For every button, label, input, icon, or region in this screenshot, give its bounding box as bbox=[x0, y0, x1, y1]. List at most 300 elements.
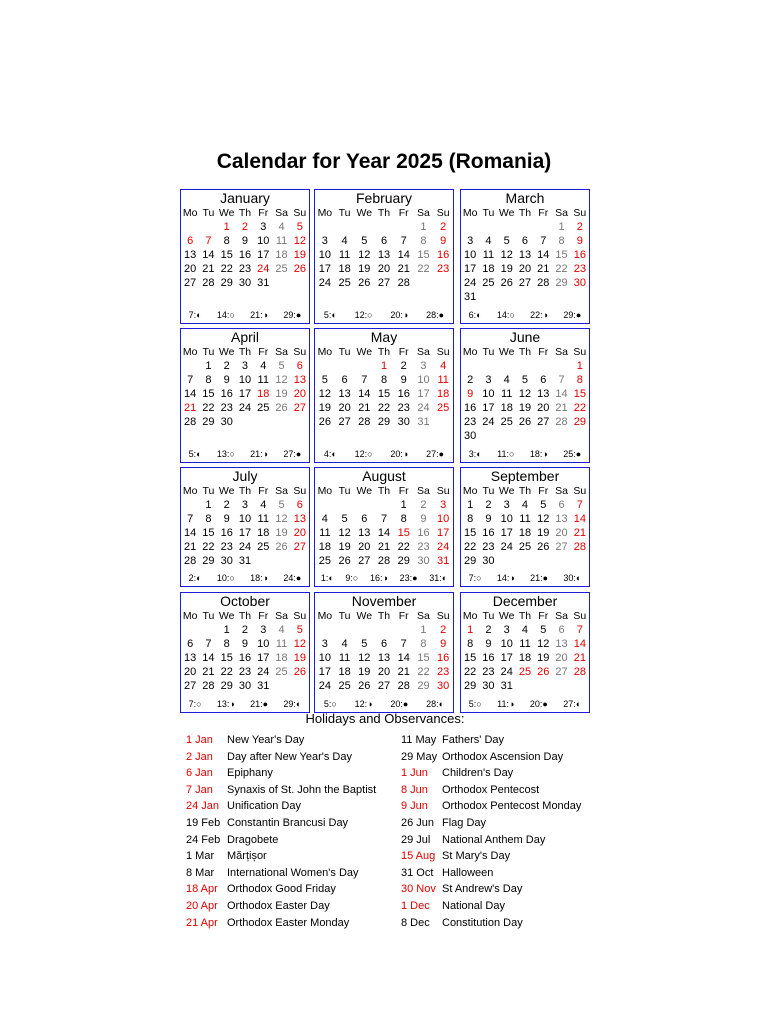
moon-day: 10: bbox=[216, 573, 230, 583]
weekday-label: Mo bbox=[317, 207, 333, 219]
day-cell: 28 bbox=[537, 277, 550, 289]
holiday-name: St Mary's Day bbox=[442, 850, 511, 863]
day-cell: 22 bbox=[202, 402, 215, 414]
day-cell: 8 bbox=[558, 235, 565, 247]
day-cell: 20 bbox=[358, 541, 371, 553]
day-cell: 14 bbox=[397, 249, 410, 261]
day-cell: 15 bbox=[377, 388, 391, 400]
day-cell: 12 bbox=[293, 235, 306, 247]
empty-cell bbox=[534, 359, 552, 373]
weekday-label: Th bbox=[238, 610, 252, 622]
moon-phases bbox=[461, 699, 589, 709]
holiday-date: 1 Mar bbox=[186, 850, 215, 863]
day-cell: 30 bbox=[482, 555, 495, 567]
day-cell: 28 bbox=[202, 277, 215, 289]
month-name: October bbox=[220, 593, 270, 609]
moon-phase bbox=[189, 573, 202, 583]
day-cell: 4 bbox=[341, 638, 348, 650]
week-row bbox=[461, 526, 589, 540]
day-cell: 10 bbox=[437, 513, 450, 525]
week-row bbox=[315, 651, 453, 665]
weeks bbox=[461, 498, 589, 584]
day-cell: 18 bbox=[338, 263, 351, 275]
weekday-label: Th bbox=[377, 485, 391, 497]
weekday-label: Fr bbox=[258, 207, 269, 219]
day-cell: 25 bbox=[318, 555, 331, 567]
day-cell: 30 bbox=[238, 277, 252, 289]
last-quarter-moon-icon: ◑ bbox=[402, 310, 409, 320]
holiday-date: 1 Dec bbox=[401, 899, 430, 912]
moon-day: 18: bbox=[250, 573, 263, 583]
day-cell: 24 bbox=[437, 541, 450, 553]
day-cell: 12 bbox=[518, 388, 532, 400]
moon-phase bbox=[217, 310, 235, 320]
full-moon-icon: ○ bbox=[229, 449, 235, 459]
empty-cell bbox=[534, 290, 552, 304]
day-cell: 10 bbox=[238, 374, 252, 386]
day-cell: 5 bbox=[278, 499, 285, 511]
week-row bbox=[181, 665, 309, 679]
week-row bbox=[461, 415, 589, 429]
day-cell: 1 bbox=[558, 221, 565, 233]
day-cell: 19 bbox=[293, 249, 306, 261]
moon-phases bbox=[315, 449, 453, 459]
day-cell: 7 bbox=[400, 235, 407, 247]
day-cell: 16 bbox=[238, 652, 252, 664]
day-cell: 18 bbox=[257, 388, 270, 400]
first-quarter-moon-icon: ◐ bbox=[295, 699, 302, 709]
day-cell: 6 bbox=[540, 374, 547, 386]
moon-phase bbox=[250, 573, 268, 583]
day-cell: 4 bbox=[440, 360, 447, 372]
week-row bbox=[181, 415, 309, 429]
weekday-label: Th bbox=[377, 346, 391, 358]
moon-day: 14: bbox=[216, 310, 230, 320]
week-row bbox=[315, 262, 453, 276]
weekday-label: Fr bbox=[398, 207, 409, 219]
day-cell: 3 bbox=[241, 499, 249, 511]
weekday-label: Sa bbox=[275, 207, 288, 219]
weekday-label: We bbox=[218, 207, 235, 219]
day-cell: 5 bbox=[278, 360, 285, 372]
new-moon-icon: ● bbox=[438, 449, 445, 459]
moon-day: 14: bbox=[496, 310, 510, 320]
weekday-label: We bbox=[498, 346, 515, 358]
holiday-date: 9 Jun bbox=[401, 800, 428, 813]
moon-day: 1: bbox=[320, 573, 329, 583]
moon-phases bbox=[315, 573, 453, 583]
weekday-label: Su bbox=[293, 485, 307, 497]
holiday-date: 1 Jun bbox=[401, 767, 428, 780]
week-row bbox=[315, 540, 453, 554]
day-cell: 10 bbox=[238, 513, 252, 525]
holiday-name: Constitution Day bbox=[442, 916, 523, 929]
day-cell: 14 bbox=[202, 652, 215, 664]
first-quarter-moon-icon: ◐ bbox=[328, 573, 334, 583]
week-row bbox=[315, 679, 453, 693]
day-cell: 22 bbox=[464, 666, 477, 678]
day-cell: 23 bbox=[238, 263, 252, 275]
moon-phase bbox=[217, 699, 235, 709]
moon-day: 13: bbox=[216, 699, 230, 709]
weekday-label: Sa bbox=[275, 485, 288, 497]
weeks bbox=[181, 498, 309, 584]
day-cell: 2 bbox=[241, 624, 249, 636]
weekday-label: Sa bbox=[275, 610, 288, 622]
empty-cell bbox=[479, 429, 497, 443]
day-cell: 13 bbox=[293, 513, 306, 525]
empty-cell bbox=[498, 359, 516, 373]
day-cell: 19 bbox=[537, 652, 550, 664]
weekday-label: Su bbox=[436, 207, 450, 219]
last-quarter-moon-icon: ◑ bbox=[229, 699, 235, 709]
holiday-name: Orthodox Pentecost Monday bbox=[442, 800, 582, 813]
holidays-list-right bbox=[401, 732, 581, 931]
week-row bbox=[315, 665, 453, 679]
empty-cell bbox=[516, 220, 534, 234]
day-cell: 21 bbox=[573, 527, 586, 539]
day-cell: 15 bbox=[464, 652, 477, 664]
moon-phase bbox=[390, 310, 408, 320]
first-quarter-moon-icon: ◐ bbox=[476, 449, 482, 459]
new-moon-icon: ● bbox=[262, 699, 269, 709]
weekday-label: Sa bbox=[555, 610, 568, 622]
day-cell: 13 bbox=[377, 249, 391, 261]
weekday-label: We bbox=[498, 207, 515, 219]
empty-cell bbox=[498, 554, 516, 568]
empty-cell bbox=[181, 220, 199, 234]
day-cell: 23 bbox=[464, 416, 477, 428]
empty-cell bbox=[181, 623, 199, 637]
new-moon-icon: ● bbox=[412, 573, 418, 583]
holiday-name: New Year's Day bbox=[227, 734, 305, 746]
moon-phase bbox=[497, 699, 514, 709]
weeks bbox=[181, 623, 309, 709]
day-cell: 10 bbox=[318, 652, 331, 664]
day-cell: 11 bbox=[338, 652, 351, 664]
day-cell: 16 bbox=[437, 249, 450, 261]
first-quarter-moon-icon: ◐ bbox=[441, 573, 448, 583]
moon-day: 11: bbox=[497, 699, 509, 709]
day-cell: 29 bbox=[397, 555, 410, 567]
month-may bbox=[314, 328, 454, 463]
holiday-item bbox=[186, 881, 376, 898]
holiday-date: 21 Apr bbox=[186, 916, 218, 929]
day-cell: 14 bbox=[377, 527, 391, 539]
day-cell: 12 bbox=[338, 527, 351, 539]
week-row bbox=[461, 637, 589, 651]
first-quarter-moon-icon: ◐ bbox=[438, 699, 445, 709]
empty-cell bbox=[534, 679, 552, 693]
day-cell: 1 bbox=[205, 499, 212, 511]
day-cell: 7 bbox=[380, 513, 388, 525]
moon-phase bbox=[217, 573, 235, 583]
empty-cell bbox=[516, 679, 534, 693]
day-cell: 10 bbox=[257, 235, 270, 247]
day-cell: 14 bbox=[537, 249, 550, 261]
day-cell: 30 bbox=[573, 277, 586, 289]
day-cell: 25 bbox=[257, 541, 270, 553]
holiday-date: 11 May bbox=[401, 734, 437, 746]
empty-cell bbox=[461, 359, 479, 373]
weekday-header bbox=[461, 484, 589, 498]
moon-phase bbox=[563, 699, 581, 709]
day-cell: 4 bbox=[278, 221, 285, 233]
month-june bbox=[460, 328, 590, 463]
holiday-name: Children's Day bbox=[442, 767, 514, 780]
last-quarter-moon-icon: ◑ bbox=[367, 699, 373, 709]
last-quarter-moon-icon: ◑ bbox=[509, 573, 515, 583]
week-row bbox=[181, 554, 309, 568]
day-cell: 3 bbox=[440, 499, 447, 511]
holiday-item bbox=[401, 749, 581, 766]
moon-phase bbox=[426, 699, 444, 709]
day-cell: 22 bbox=[220, 263, 233, 275]
day-cell: 2 bbox=[576, 221, 583, 233]
holiday-name: Dragobete bbox=[227, 833, 279, 846]
day-cell: 17 bbox=[464, 263, 477, 275]
empty-cell bbox=[571, 429, 589, 443]
day-cell: 8 bbox=[223, 235, 230, 247]
day-cell: 16 bbox=[482, 527, 495, 539]
empty-cell bbox=[335, 623, 355, 637]
last-quarter-moon-icon: ◑ bbox=[542, 449, 548, 459]
day-cell: 26 bbox=[293, 666, 306, 678]
day-cell: 21 bbox=[377, 541, 391, 553]
empty-cell bbox=[534, 429, 552, 443]
day-cell: 29 bbox=[202, 555, 215, 567]
day-cell: 11 bbox=[275, 638, 288, 650]
day-cell: 6 bbox=[380, 638, 388, 650]
holiday-name: Orthodox Easter Monday bbox=[227, 916, 350, 929]
week-row bbox=[461, 234, 589, 248]
day-cell: 11 bbox=[319, 527, 331, 539]
moon-day: 7: bbox=[468, 573, 477, 583]
moon-phase bbox=[426, 310, 444, 320]
weekday-label: Mo bbox=[462, 610, 478, 622]
day-cell: 17 bbox=[482, 402, 495, 414]
weekday-label: Th bbox=[377, 207, 391, 219]
day-cell: 18 bbox=[518, 527, 532, 539]
day-cell: 27 bbox=[184, 680, 197, 692]
first-quarter-moon-icon: ◐ bbox=[575, 699, 582, 709]
day-cell: 6 bbox=[380, 235, 388, 247]
day-cell: 28 bbox=[358, 416, 371, 428]
empty-cell bbox=[498, 290, 516, 304]
day-cell: 14 bbox=[358, 388, 371, 400]
new-moon-icon: ● bbox=[402, 699, 409, 709]
day-cell: 10 bbox=[417, 374, 430, 386]
day-cell: 17 bbox=[238, 388, 252, 400]
day-cell: 20 bbox=[377, 263, 391, 275]
holiday-item bbox=[401, 815, 581, 832]
day-cell: 2 bbox=[241, 221, 249, 233]
weekday-label: Th bbox=[518, 610, 532, 622]
weekday-label: Fr bbox=[398, 346, 409, 358]
empty-cell bbox=[181, 498, 199, 512]
holiday-item bbox=[401, 782, 581, 799]
day-cell: 7 bbox=[540, 235, 547, 247]
moon-day: 5: bbox=[188, 449, 197, 459]
day-cell: 15 bbox=[220, 249, 233, 261]
weekday-header bbox=[181, 345, 309, 359]
day-cell: 11 bbox=[437, 374, 449, 386]
last-quarter-moon-icon: ◑ bbox=[542, 310, 549, 320]
day-cell: 26 bbox=[518, 416, 532, 428]
holiday-name: National Anthem Day bbox=[442, 833, 546, 846]
holiday-date: 19 Feb bbox=[186, 816, 221, 829]
day-cell: 1 bbox=[467, 624, 474, 636]
week-row bbox=[181, 248, 309, 262]
day-cell: 18 bbox=[338, 666, 351, 678]
moon-phases bbox=[315, 310, 453, 320]
empty-cell bbox=[516, 359, 534, 373]
holiday-item bbox=[186, 865, 376, 882]
day-cell: 26 bbox=[537, 541, 550, 553]
month-september bbox=[460, 467, 590, 587]
day-cell: 20 bbox=[518, 263, 532, 275]
empty-cell bbox=[254, 415, 272, 429]
week-row bbox=[181, 623, 309, 637]
day-cell: 27 bbox=[338, 416, 351, 428]
month-july bbox=[180, 467, 310, 587]
empty-cell bbox=[315, 220, 335, 234]
new-moon-icon: ● bbox=[575, 310, 582, 320]
day-cell: 20 bbox=[293, 388, 306, 400]
week-row bbox=[315, 526, 453, 540]
day-cell: 31 bbox=[417, 416, 430, 428]
day-cell: 5 bbox=[540, 624, 547, 636]
day-cell: 21 bbox=[397, 263, 410, 275]
weekday-label: Su bbox=[573, 610, 587, 622]
weekday-label: Tu bbox=[202, 610, 215, 622]
day-cell: 8 bbox=[467, 513, 474, 525]
day-cell: 17 bbox=[257, 652, 270, 664]
day-cell: 17 bbox=[318, 666, 331, 678]
day-cell: 28 bbox=[397, 277, 410, 289]
empty-cell bbox=[516, 429, 534, 443]
day-cell: 16 bbox=[397, 388, 410, 400]
week-row bbox=[181, 373, 309, 387]
weekday-label: Th bbox=[238, 346, 252, 358]
week-row bbox=[181, 651, 309, 665]
weekday-header bbox=[315, 206, 453, 220]
week-row bbox=[181, 262, 309, 276]
day-cell: 25 bbox=[338, 680, 351, 692]
day-cell: 22 bbox=[377, 402, 391, 414]
week-row bbox=[461, 651, 589, 665]
new-moon-icon: ● bbox=[295, 449, 302, 459]
moon-phase bbox=[469, 449, 482, 459]
week-row bbox=[181, 401, 309, 415]
day-cell: 4 bbox=[485, 235, 492, 247]
day-cell: 19 bbox=[358, 263, 371, 275]
last-quarter-moon-icon: ◑ bbox=[382, 573, 388, 583]
empty-cell bbox=[354, 498, 374, 512]
moon-phase bbox=[469, 573, 482, 583]
holiday-item bbox=[186, 898, 376, 915]
weekday-header bbox=[315, 609, 453, 623]
day-cell: 14 bbox=[397, 652, 410, 664]
day-cell: 17 bbox=[238, 527, 252, 539]
empty-cell bbox=[479, 220, 497, 234]
day-cell: 5 bbox=[341, 513, 348, 525]
day-cell: 14 bbox=[184, 388, 197, 400]
day-cell: 24 bbox=[318, 680, 331, 692]
day-cell: 30 bbox=[220, 555, 233, 567]
day-cell: 31 bbox=[257, 680, 270, 692]
day-cell: 7 bbox=[187, 513, 194, 525]
month-december bbox=[460, 592, 590, 713]
weekday-label: Tu bbox=[482, 610, 495, 622]
moon-day: 12: bbox=[354, 310, 368, 320]
last-quarter-moon-icon: ◑ bbox=[262, 310, 269, 320]
day-cell: 8 bbox=[467, 638, 474, 650]
day-cell: 12 bbox=[537, 638, 550, 650]
week-row bbox=[315, 401, 453, 415]
holiday-item bbox=[186, 749, 376, 766]
week-row bbox=[461, 540, 589, 554]
weekday-label: We bbox=[218, 346, 235, 358]
day-cell: 11 bbox=[338, 249, 351, 261]
weeks bbox=[315, 359, 453, 445]
day-cell: 26 bbox=[358, 277, 371, 289]
week-row bbox=[181, 637, 309, 651]
day-cell: 3 bbox=[260, 221, 267, 233]
day-cell: 20 bbox=[377, 666, 391, 678]
weeks bbox=[181, 220, 309, 306]
day-cell: 12 bbox=[500, 249, 513, 261]
weekday-label: Sa bbox=[417, 610, 430, 622]
day-cell: 5 bbox=[296, 624, 303, 636]
day-cell: 13 bbox=[184, 652, 197, 664]
day-cell: 9 bbox=[241, 235, 249, 247]
empty-cell bbox=[291, 554, 309, 568]
moon-phase bbox=[390, 699, 408, 709]
moon-phases bbox=[181, 310, 309, 320]
moon-day: 2: bbox=[188, 573, 197, 583]
moon-day: 6: bbox=[468, 310, 477, 320]
empty-cell bbox=[291, 415, 309, 429]
moon-phase bbox=[189, 310, 202, 320]
day-cell: 27 bbox=[184, 277, 197, 289]
moon-day: 27: bbox=[283, 449, 296, 459]
empty-cell bbox=[461, 220, 479, 234]
day-cell: 6 bbox=[187, 638, 194, 650]
holiday-name: Epiphany bbox=[227, 767, 273, 780]
empty-cell bbox=[315, 623, 335, 637]
day-cell: 27 bbox=[555, 541, 568, 553]
week-row bbox=[461, 373, 589, 387]
day-cell: 23 bbox=[573, 263, 586, 275]
day-cell: 6 bbox=[296, 499, 303, 511]
day-cell: 13 bbox=[537, 388, 550, 400]
day-cell: 29 bbox=[555, 277, 568, 289]
weekday-label: We bbox=[498, 610, 515, 622]
empty-cell bbox=[254, 554, 272, 568]
empty-cell bbox=[236, 415, 254, 429]
week-row bbox=[461, 512, 589, 526]
day-cell: 3 bbox=[260, 624, 267, 636]
day-cell: 16 bbox=[220, 388, 233, 400]
day-cell: 24 bbox=[482, 416, 495, 428]
day-cell: 15 bbox=[417, 652, 430, 664]
weekday-label: Mo bbox=[462, 207, 478, 219]
empty-cell bbox=[181, 359, 199, 373]
moon-day: 30: bbox=[563, 573, 576, 583]
moon-day: 5: bbox=[323, 699, 332, 709]
moon-day: 4: bbox=[323, 449, 332, 459]
